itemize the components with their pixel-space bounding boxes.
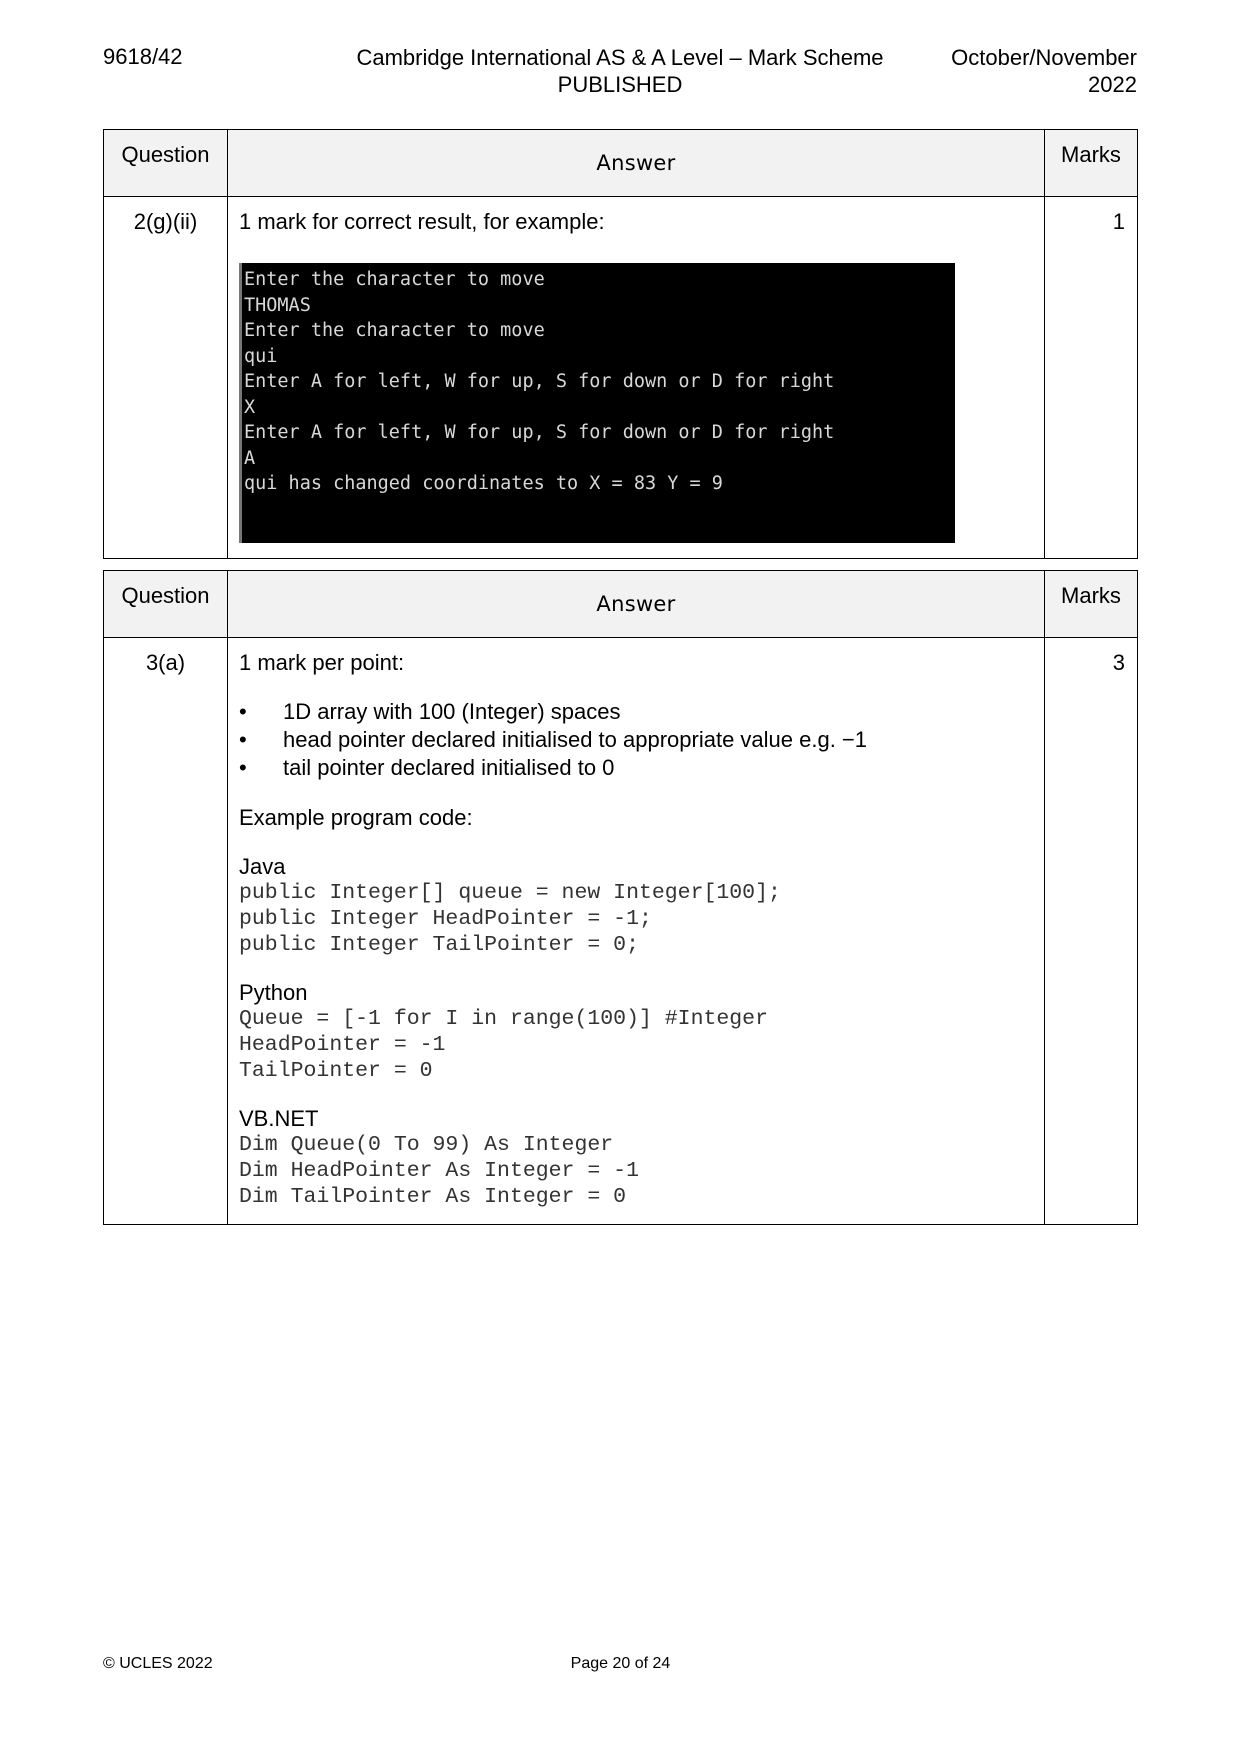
- table-header-row: [104, 571, 1138, 638]
- exam-session: [951, 44, 1137, 98]
- bullet-icon: •: [239, 699, 247, 724]
- vbnet-code-line: Dim HeadPointer As Integer = -1: [239, 1159, 639, 1183]
- marking-point-text: tail pointer declared initialised to 0: [283, 755, 615, 780]
- marks-value: 3: [1045, 638, 1138, 1225]
- python-code-line: TailPointer = 0: [239, 1059, 433, 1083]
- console-line: THOMAS: [244, 294, 311, 316]
- answer-intro: 1 mark for correct result, for example:: [239, 209, 605, 234]
- example-code-heading: Example program code:: [239, 805, 473, 830]
- console-line: qui has changed coordinates to X = 83 Y = 9: [244, 473, 723, 494]
- console-line: Enter the character to move: [244, 320, 545, 341]
- copyright-notice: © UCLES 2022: [103, 1655, 213, 1672]
- python-code-line: Queue = [-1 for I in range(100)] #Integer: [239, 1007, 768, 1031]
- marks-column-header: Marks: [1045, 130, 1138, 197]
- bullet-icon: •: [239, 727, 247, 752]
- mark-scheme-table-2gii: [103, 129, 1138, 559]
- table-header-row: [104, 130, 1138, 197]
- answer-column-header: Answer: [228, 571, 1045, 638]
- java-code-line: public Integer HeadPointer = -1;: [239, 907, 652, 931]
- console-line: qui: [244, 345, 278, 367]
- document-title: [330, 44, 910, 98]
- python-code-line: HeadPointer = -1: [239, 1033, 446, 1057]
- page-number: Page 20 of 24: [570, 1655, 671, 1672]
- vbnet-label: VB.NET: [239, 1106, 319, 1131]
- marks-column-header: Marks: [1045, 571, 1138, 638]
- paper-code: 9618/42: [103, 44, 183, 69]
- table-row: [104, 638, 1138, 1225]
- vbnet-code-line: Dim Queue(0 To 99) As Integer: [239, 1133, 614, 1157]
- console-output-screenshot: [239, 263, 955, 543]
- marks-value: 1: [1045, 197, 1138, 559]
- vbnet-code-line: Dim TailPointer As Integer = 0: [239, 1185, 627, 1209]
- question-column-header: Question: [104, 571, 228, 638]
- list-item: [239, 726, 1034, 754]
- question-number: 2(g)(ii): [104, 197, 228, 559]
- console-line: Enter the character to move: [244, 269, 545, 290]
- marking-point-text: head pointer declared initialised to appropriate value e.g. −1: [283, 727, 868, 752]
- console-line: X: [244, 396, 256, 418]
- title-line-1: Cambridge International AS & A Level – Mark Scheme: [356, 45, 884, 70]
- answer-column-header: Answer: [228, 130, 1045, 197]
- marking-point-text: 1D array with 100 (Integer) spaces: [283, 699, 621, 724]
- answer-intro: 1 mark per point:: [239, 650, 405, 675]
- list-item: [239, 754, 1034, 782]
- table-row: [104, 197, 1138, 559]
- session-line-2: 2022: [1088, 72, 1137, 97]
- python-label: Python: [239, 980, 308, 1005]
- java-code-line: public Integer TailPointer = 0;: [239, 933, 639, 957]
- marking-points-list: [239, 698, 1034, 782]
- title-line-2: PUBLISHED: [557, 72, 683, 97]
- question-column-header: Question: [104, 130, 228, 197]
- question-number: 3(a): [104, 638, 228, 1225]
- answer-cell: [228, 638, 1045, 1225]
- console-line: Enter A for left, W for up, S for down or D for right: [244, 422, 835, 443]
- list-item: [239, 698, 1034, 726]
- answer-cell: [228, 197, 1045, 559]
- mark-scheme-table-3a: [103, 570, 1138, 1225]
- bullet-icon: •: [239, 755, 247, 780]
- console-line: A: [244, 447, 256, 469]
- console-line: Enter A for left, W for up, S for down or D for right: [244, 371, 835, 392]
- java-code-line: public Integer[] queue = new Integer[100];: [239, 881, 781, 905]
- session-line-1: October/November: [951, 45, 1137, 70]
- java-label: Java: [239, 854, 286, 879]
